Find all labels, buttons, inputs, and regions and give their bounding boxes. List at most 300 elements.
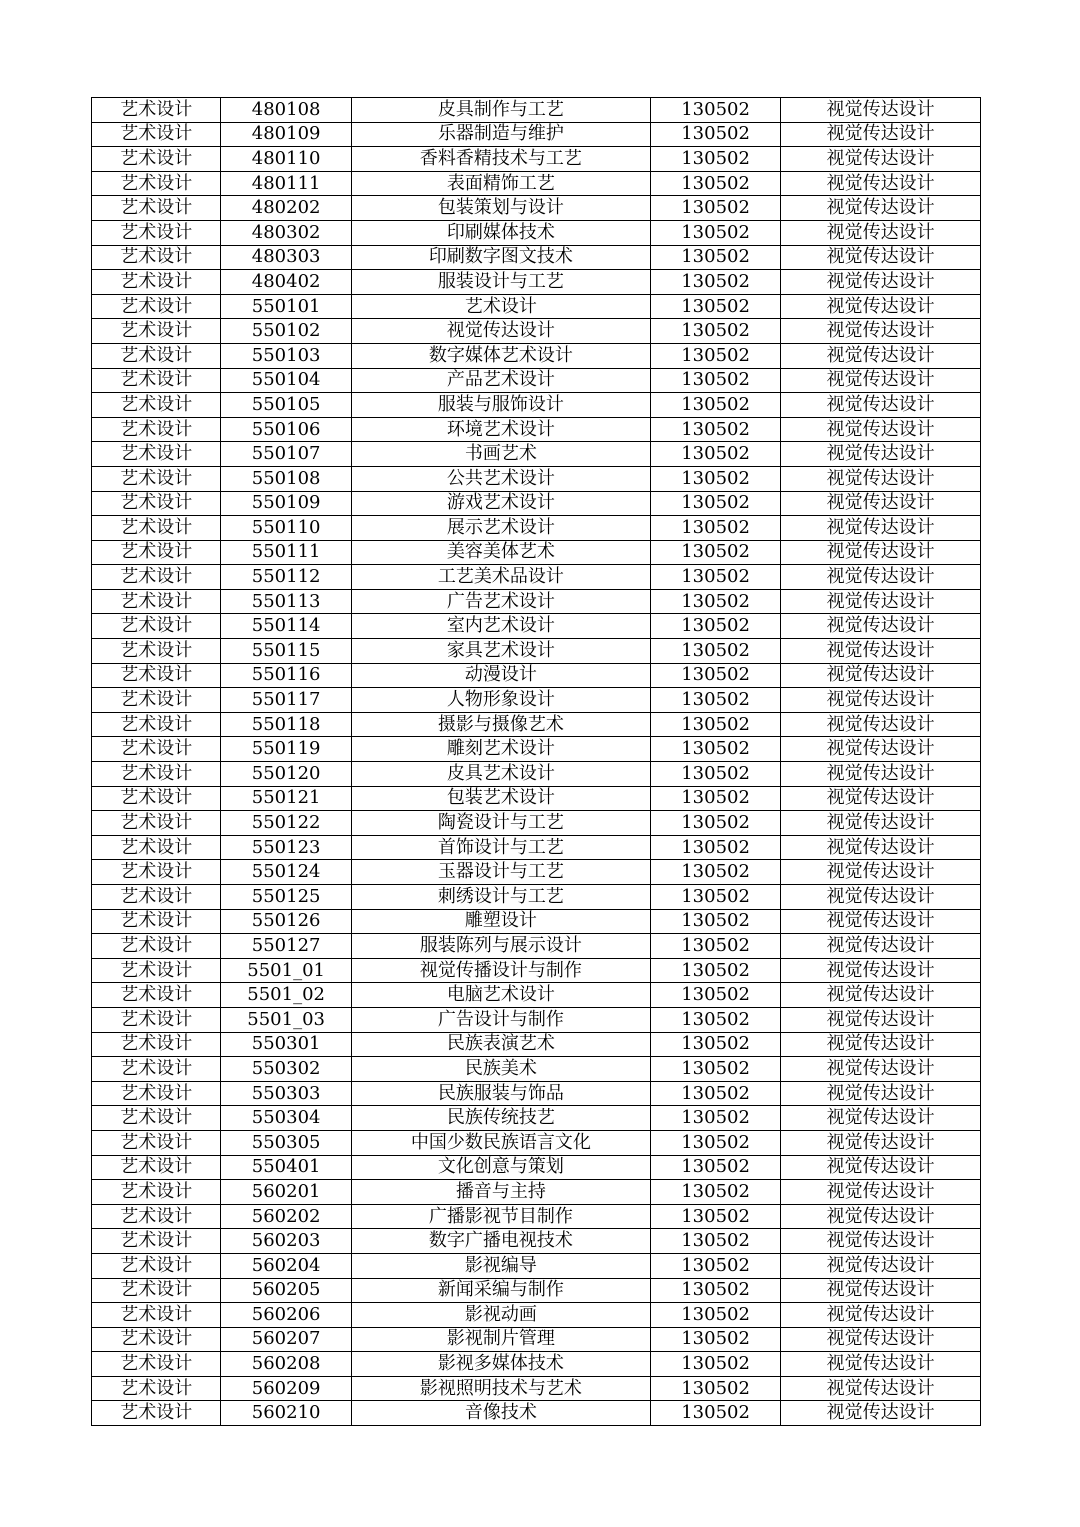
- target-code-cell: 130502: [650, 1229, 780, 1254]
- target-code-cell: 130502: [650, 417, 780, 442]
- target-major-cell: 视觉传达设计: [781, 516, 981, 541]
- category-cell: 艺术设计: [92, 983, 221, 1008]
- target-major-cell: 视觉传达设计: [781, 1032, 981, 1057]
- code-cell: 550301: [221, 1032, 351, 1057]
- target-major-cell: 视觉传达设计: [781, 294, 981, 319]
- code-cell: 560203: [221, 1229, 351, 1254]
- target-major-cell: 视觉传达设计: [781, 835, 981, 860]
- category-cell: 艺术设计: [92, 393, 221, 418]
- target-code-cell: 130502: [650, 171, 780, 196]
- category-cell: 艺术设计: [92, 1204, 221, 1229]
- major-name-cell: 陶瓷设计与工艺: [351, 811, 650, 836]
- code-cell: 550104: [221, 368, 351, 393]
- table-row: [92, 1229, 981, 1254]
- code-cell: 550304: [221, 1106, 351, 1131]
- target-major-cell: 视觉传达设计: [781, 811, 981, 836]
- category-cell: 艺术设计: [92, 885, 221, 910]
- target-major-cell: 视觉传达设计: [781, 1278, 981, 1303]
- major-name-cell: 服装与服饰设计: [351, 393, 650, 418]
- target-major-cell: 视觉传达设计: [781, 1155, 981, 1180]
- target-major-cell: 视觉传达设计: [781, 417, 981, 442]
- target-major-cell: 视觉传达设计: [781, 147, 981, 172]
- target-code-cell: 130502: [650, 343, 780, 368]
- target-major-cell: 视觉传达设计: [781, 663, 981, 688]
- table-row: [92, 220, 981, 245]
- target-code-cell: 130502: [650, 983, 780, 1008]
- code-cell: 5501_02: [221, 983, 351, 1008]
- major-name-cell: 音像技术: [351, 1401, 650, 1426]
- major-name-cell: 雕刻艺术设计: [351, 737, 650, 762]
- target-major-cell: 视觉传达设计: [781, 540, 981, 565]
- major-name-cell: 皮具制作与工艺: [351, 98, 650, 123]
- major-name-cell: 乐器制造与维护: [351, 122, 650, 147]
- target-code-cell: 130502: [650, 1352, 780, 1377]
- target-code-cell: 130502: [650, 958, 780, 983]
- table-row: [92, 1204, 981, 1229]
- target-code-cell: 130502: [650, 1204, 780, 1229]
- table-row: [92, 1130, 981, 1155]
- target-code-cell: 130502: [650, 442, 780, 467]
- target-code-cell: 130502: [650, 909, 780, 934]
- category-cell: 艺术设计: [92, 1057, 221, 1082]
- major-name-cell: 影视照明技术与艺术: [351, 1376, 650, 1401]
- table-row: [92, 1327, 981, 1352]
- category-cell: 艺术设计: [92, 786, 221, 811]
- code-cell: 550108: [221, 466, 351, 491]
- category-cell: 艺术设计: [92, 442, 221, 467]
- target-code-cell: 130502: [650, 1401, 780, 1426]
- table-row: [92, 343, 981, 368]
- table-row: [92, 639, 981, 664]
- target-major-cell: 视觉传达设计: [781, 122, 981, 147]
- category-cell: 艺术设计: [92, 589, 221, 614]
- code-cell: 550127: [221, 934, 351, 959]
- category-cell: 艺术设计: [92, 98, 221, 123]
- code-cell: 550103: [221, 343, 351, 368]
- code-cell: 560201: [221, 1180, 351, 1205]
- category-cell: 艺术设计: [92, 565, 221, 590]
- target-code-cell: 130502: [650, 762, 780, 787]
- major-name-cell: 民族服装与饰品: [351, 1081, 650, 1106]
- target-major-cell: 视觉传达设计: [781, 319, 981, 344]
- target-major-cell: 视觉传达设计: [781, 762, 981, 787]
- table-body: [92, 98, 981, 1426]
- code-cell: 550125: [221, 885, 351, 910]
- major-name-cell: 广播影视节目制作: [351, 1204, 650, 1229]
- table-row: [92, 885, 981, 910]
- table-row: [92, 983, 981, 1008]
- code-cell: 550123: [221, 835, 351, 860]
- table-row: [92, 147, 981, 172]
- code-cell: 560204: [221, 1253, 351, 1278]
- table-row: [92, 614, 981, 639]
- code-cell: 550305: [221, 1130, 351, 1155]
- target-code-cell: 130502: [650, 466, 780, 491]
- target-code-cell: 130502: [650, 1376, 780, 1401]
- table-row: [92, 1253, 981, 1278]
- major-name-cell: 公共艺术设计: [351, 466, 650, 491]
- table-row: [92, 934, 981, 959]
- target-code-cell: 130502: [650, 639, 780, 664]
- table-row: [92, 1376, 981, 1401]
- major-name-cell: 电脑艺术设计: [351, 983, 650, 1008]
- code-cell: 480109: [221, 122, 351, 147]
- code-cell: 550302: [221, 1057, 351, 1082]
- target-major-cell: 视觉传达设计: [781, 466, 981, 491]
- target-code-cell: 130502: [650, 368, 780, 393]
- category-cell: 艺术设计: [92, 294, 221, 319]
- table-row: [92, 762, 981, 787]
- major-name-cell: 影视多媒体技术: [351, 1352, 650, 1377]
- category-cell: 艺术设计: [92, 737, 221, 762]
- category-cell: 艺术设计: [92, 663, 221, 688]
- major-name-cell: 艺术设计: [351, 294, 650, 319]
- code-cell: 550101: [221, 294, 351, 319]
- code-cell: 560205: [221, 1278, 351, 1303]
- major-name-cell: 影视动画: [351, 1303, 650, 1328]
- category-cell: 艺术设计: [92, 1229, 221, 1254]
- table-row: [92, 171, 981, 196]
- table-row: [92, 663, 981, 688]
- code-cell: 550107: [221, 442, 351, 467]
- table-row: [92, 1032, 981, 1057]
- major-name-cell: 播音与主持: [351, 1180, 650, 1205]
- target-major-cell: 视觉传达设计: [781, 1253, 981, 1278]
- target-code-cell: 130502: [650, 1253, 780, 1278]
- target-code-cell: 130502: [650, 786, 780, 811]
- table-row: [92, 909, 981, 934]
- target-major-cell: 视觉传达设计: [781, 1081, 981, 1106]
- target-code-cell: 130502: [650, 1180, 780, 1205]
- major-name-cell: 展示艺术设计: [351, 516, 650, 541]
- major-name-cell: 书画艺术: [351, 442, 650, 467]
- major-mapping-table: [91, 97, 981, 1426]
- table-row: [92, 516, 981, 541]
- target-code-cell: 130502: [650, 294, 780, 319]
- major-name-cell: 新闻采编与制作: [351, 1278, 650, 1303]
- major-name-cell: 广告设计与制作: [351, 1007, 650, 1032]
- category-cell: 艺术设计: [92, 860, 221, 885]
- table-row: [92, 860, 981, 885]
- category-cell: 艺术设计: [92, 343, 221, 368]
- code-cell: 560210: [221, 1401, 351, 1426]
- major-name-cell: 服装陈列与展示设计: [351, 934, 650, 959]
- major-name-cell: 室内艺术设计: [351, 614, 650, 639]
- category-cell: 艺术设计: [92, 122, 221, 147]
- target-major-cell: 视觉传达设计: [781, 1204, 981, 1229]
- major-name-cell: 服装设计与工艺: [351, 270, 650, 295]
- category-cell: 艺术设计: [92, 171, 221, 196]
- target-code-cell: 130502: [650, 811, 780, 836]
- code-cell: 550105: [221, 393, 351, 418]
- table-row: [92, 1081, 981, 1106]
- target-major-cell: 视觉传达设计: [781, 1327, 981, 1352]
- code-cell: 550111: [221, 540, 351, 565]
- major-name-cell: 刺绣设计与工艺: [351, 885, 650, 910]
- table-row: [92, 294, 981, 319]
- code-cell: 560202: [221, 1204, 351, 1229]
- category-cell: 艺术设计: [92, 368, 221, 393]
- major-name-cell: 数字媒体艺术设计: [351, 343, 650, 368]
- table-row: [92, 417, 981, 442]
- table-row: [92, 737, 981, 762]
- major-name-cell: 动漫设计: [351, 663, 650, 688]
- target-code-cell: 130502: [650, 516, 780, 541]
- target-major-cell: 视觉传达设计: [781, 589, 981, 614]
- target-code-cell: 130502: [650, 1007, 780, 1032]
- major-name-cell: 民族传统技艺: [351, 1106, 650, 1131]
- category-cell: 艺术设计: [92, 811, 221, 836]
- target-code-cell: 130502: [650, 1032, 780, 1057]
- target-code-cell: 130502: [650, 540, 780, 565]
- major-name-cell: 民族表演艺术: [351, 1032, 650, 1057]
- code-cell: 480110: [221, 147, 351, 172]
- table-row: [92, 491, 981, 516]
- target-code-cell: 130502: [650, 245, 780, 270]
- major-name-cell: 环境艺术设计: [351, 417, 650, 442]
- category-cell: 艺术设计: [92, 1007, 221, 1032]
- table-row: [92, 270, 981, 295]
- code-cell: 560209: [221, 1376, 351, 1401]
- major-name-cell: 中国少数民族语言文化: [351, 1130, 650, 1155]
- target-major-cell: 视觉传达设计: [781, 639, 981, 664]
- major-name-cell: 数字广播电视技术: [351, 1229, 650, 1254]
- target-code-cell: 130502: [650, 1057, 780, 1082]
- target-major-cell: 视觉传达设计: [781, 196, 981, 221]
- target-code-cell: 130502: [650, 1106, 780, 1131]
- major-name-cell: 影视编导: [351, 1253, 650, 1278]
- target-major-cell: 视觉传达设计: [781, 909, 981, 934]
- category-cell: 艺术设计: [92, 909, 221, 934]
- target-major-cell: 视觉传达设计: [781, 688, 981, 713]
- table-row: [92, 835, 981, 860]
- code-cell: 550113: [221, 589, 351, 614]
- major-name-cell: 文化创意与策划: [351, 1155, 650, 1180]
- target-code-cell: 130502: [650, 565, 780, 590]
- category-cell: 艺术设计: [92, 196, 221, 221]
- target-code-cell: 130502: [650, 1327, 780, 1352]
- code-cell: 550126: [221, 909, 351, 934]
- target-major-cell: 视觉传达设计: [781, 442, 981, 467]
- category-cell: 艺术设计: [92, 639, 221, 664]
- code-cell: 550118: [221, 712, 351, 737]
- target-code-cell: 130502: [650, 220, 780, 245]
- table-row: [92, 442, 981, 467]
- major-name-cell: 人物形象设计: [351, 688, 650, 713]
- target-major-cell: 视觉传达设计: [781, 220, 981, 245]
- table-row: [92, 1278, 981, 1303]
- major-name-cell: 广告艺术设计: [351, 589, 650, 614]
- target-major-cell: 视觉传达设计: [781, 1303, 981, 1328]
- target-major-cell: 视觉传达设计: [781, 1130, 981, 1155]
- code-cell: 550109: [221, 491, 351, 516]
- target-code-cell: 130502: [650, 1130, 780, 1155]
- category-cell: 艺术设计: [92, 762, 221, 787]
- target-major-cell: 视觉传达设计: [781, 245, 981, 270]
- target-major-cell: 视觉传达设计: [781, 958, 981, 983]
- target-major-cell: 视觉传达设计: [781, 1180, 981, 1205]
- table-row: [92, 196, 981, 221]
- category-cell: 艺术设计: [92, 1352, 221, 1377]
- code-cell: 550115: [221, 639, 351, 664]
- target-major-cell: 视觉传达设计: [781, 1376, 981, 1401]
- major-name-cell: 美容美体艺术: [351, 540, 650, 565]
- major-name-cell: 工艺美术品设计: [351, 565, 650, 590]
- major-name-cell: 游戏艺术设计: [351, 491, 650, 516]
- target-major-cell: 视觉传达设计: [781, 270, 981, 295]
- major-name-cell: 包装策划与设计: [351, 196, 650, 221]
- code-cell: 550303: [221, 1081, 351, 1106]
- code-cell: 550119: [221, 737, 351, 762]
- category-cell: 艺术设计: [92, 958, 221, 983]
- major-name-cell: 视觉传播设计与制作: [351, 958, 650, 983]
- code-cell: 560208: [221, 1352, 351, 1377]
- code-cell: 550117: [221, 688, 351, 713]
- table-row: [92, 245, 981, 270]
- target-code-cell: 130502: [650, 589, 780, 614]
- target-major-cell: 视觉传达设计: [781, 98, 981, 123]
- category-cell: 艺术设计: [92, 270, 221, 295]
- code-cell: 480302: [221, 220, 351, 245]
- table-row: [92, 565, 981, 590]
- target-code-cell: 130502: [650, 885, 780, 910]
- target-major-cell: 视觉传达设计: [781, 343, 981, 368]
- code-cell: 550112: [221, 565, 351, 590]
- target-code-cell: 130502: [650, 319, 780, 344]
- category-cell: 艺术设计: [92, 1081, 221, 1106]
- category-cell: 艺术设计: [92, 1130, 221, 1155]
- code-cell: 480108: [221, 98, 351, 123]
- target-major-cell: 视觉传达设计: [781, 885, 981, 910]
- table-row: [92, 1007, 981, 1032]
- table-row: [92, 319, 981, 344]
- major-name-cell: 产品艺术设计: [351, 368, 650, 393]
- code-cell: 550110: [221, 516, 351, 541]
- target-code-cell: 130502: [650, 712, 780, 737]
- target-code-cell: 130502: [650, 196, 780, 221]
- category-cell: 艺术设计: [92, 1106, 221, 1131]
- target-major-cell: 视觉传达设计: [781, 1106, 981, 1131]
- table-row: [92, 1057, 981, 1082]
- target-major-cell: 视觉传达设计: [781, 983, 981, 1008]
- major-name-cell: 皮具艺术设计: [351, 762, 650, 787]
- code-cell: 550124: [221, 860, 351, 885]
- major-name-cell: 家具艺术设计: [351, 639, 650, 664]
- major-name-cell: 香料香精技术与工艺: [351, 147, 650, 172]
- code-cell: 550114: [221, 614, 351, 639]
- category-cell: 艺术设计: [92, 1253, 221, 1278]
- table-row: [92, 1155, 981, 1180]
- target-major-cell: 视觉传达设计: [781, 171, 981, 196]
- category-cell: 艺术设计: [92, 319, 221, 344]
- target-code-cell: 130502: [650, 1081, 780, 1106]
- target-major-cell: 视觉传达设计: [781, 565, 981, 590]
- target-code-cell: 130502: [650, 835, 780, 860]
- category-cell: 艺术设计: [92, 1032, 221, 1057]
- target-code-cell: 130502: [650, 1303, 780, 1328]
- category-cell: 艺术设计: [92, 491, 221, 516]
- category-cell: 艺术设计: [92, 1401, 221, 1426]
- major-name-cell: 首饰设计与工艺: [351, 835, 650, 860]
- code-cell: 550120: [221, 762, 351, 787]
- category-cell: 艺术设计: [92, 1278, 221, 1303]
- major-name-cell: 民族美术: [351, 1057, 650, 1082]
- target-code-cell: 130502: [650, 1155, 780, 1180]
- target-major-cell: 视觉传达设计: [781, 1401, 981, 1426]
- target-code-cell: 130502: [650, 663, 780, 688]
- table-row: [92, 466, 981, 491]
- target-code-cell: 130502: [650, 270, 780, 295]
- category-cell: 艺术设计: [92, 835, 221, 860]
- table-row: [92, 540, 981, 565]
- category-cell: 艺术设计: [92, 516, 221, 541]
- code-cell: 5501_01: [221, 958, 351, 983]
- category-cell: 艺术设计: [92, 1376, 221, 1401]
- category-cell: 艺术设计: [92, 245, 221, 270]
- target-major-cell: 视觉传达设计: [781, 614, 981, 639]
- code-cell: 560207: [221, 1327, 351, 1352]
- target-major-cell: 视觉传达设计: [781, 712, 981, 737]
- table-row: [92, 1401, 981, 1426]
- target-code-cell: 130502: [650, 393, 780, 418]
- target-major-cell: 视觉传达设计: [781, 393, 981, 418]
- table-row: [92, 393, 981, 418]
- major-name-cell: 影视制片管理: [351, 1327, 650, 1352]
- target-code-cell: 130502: [650, 122, 780, 147]
- table-row: [92, 1180, 981, 1205]
- major-name-cell: 摄影与摄像艺术: [351, 712, 650, 737]
- table-row: [92, 1106, 981, 1131]
- table-row: [92, 786, 981, 811]
- category-cell: 艺术设计: [92, 934, 221, 959]
- category-cell: 艺术设计: [92, 540, 221, 565]
- category-cell: 艺术设计: [92, 688, 221, 713]
- major-name-cell: 印刷数字图文技术: [351, 245, 650, 270]
- category-cell: 艺术设计: [92, 147, 221, 172]
- target-major-cell: 视觉传达设计: [781, 1057, 981, 1082]
- category-cell: 艺术设计: [92, 1303, 221, 1328]
- major-name-cell: 雕塑设计: [351, 909, 650, 934]
- target-code-cell: 130502: [650, 491, 780, 516]
- category-cell: 艺术设计: [92, 712, 221, 737]
- target-major-cell: 视觉传达设计: [781, 1007, 981, 1032]
- category-cell: 艺术设计: [92, 1180, 221, 1205]
- target-code-cell: 130502: [650, 688, 780, 713]
- category-cell: 艺术设计: [92, 220, 221, 245]
- table-row: [92, 122, 981, 147]
- code-cell: 480202: [221, 196, 351, 221]
- target-major-cell: 视觉传达设计: [781, 860, 981, 885]
- target-code-cell: 130502: [650, 934, 780, 959]
- major-name-cell: 视觉传达设计: [351, 319, 650, 344]
- code-cell: 550106: [221, 417, 351, 442]
- category-cell: 艺术设计: [92, 1327, 221, 1352]
- code-cell: 550102: [221, 319, 351, 344]
- major-name-cell: 玉器设计与工艺: [351, 860, 650, 885]
- target-major-cell: 视觉传达设计: [781, 934, 981, 959]
- category-cell: 艺术设计: [92, 614, 221, 639]
- category-cell: 艺术设计: [92, 466, 221, 491]
- target-major-cell: 视觉传达设计: [781, 1352, 981, 1377]
- table-row: [92, 589, 981, 614]
- table-row: [92, 1352, 981, 1377]
- table-row: [92, 1303, 981, 1328]
- major-name-cell: 印刷媒体技术: [351, 220, 650, 245]
- code-cell: 550121: [221, 786, 351, 811]
- target-major-cell: 视觉传达设计: [781, 491, 981, 516]
- target-major-cell: 视觉传达设计: [781, 737, 981, 762]
- target-code-cell: 130502: [650, 1278, 780, 1303]
